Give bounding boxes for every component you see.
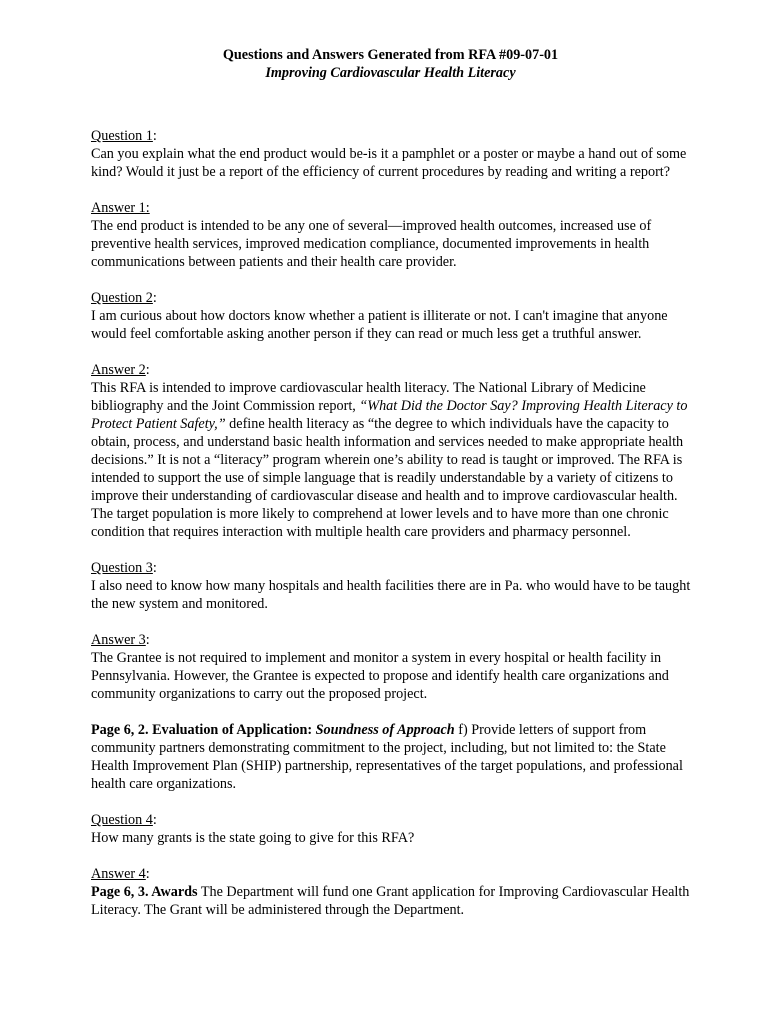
answer-4-colon: :: [145, 866, 150, 882]
document-subtitle: Improving Cardiovascular Health Literacy: [265, 65, 516, 81]
question-3-colon: :: [152, 560, 157, 576]
answer-1-text: The end product is intended to be any one of several—improved health outcomes, increased use of preventive health services, improved medication compliance, documented improvements in health communications between patients and their health care provider.: [91, 218, 652, 270]
question-3-text: I also need to know how many hospitals and health facilities there are in Pa. who would have to be taught the new system and monitored.: [91, 578, 691, 612]
evaluation-reference: [91, 721, 691, 793]
document-header: [90, 46, 691, 82]
answer-2-report-title: “What Did the Doctor Say? Improving Health Literacy to Protect Patient Safety,”: [91, 398, 688, 432]
document-title: Questions and Answers Generated from RFA #09-07-01: [222, 47, 559, 63]
question-2: [91, 289, 691, 343]
answer-2-label: Answer 2: [91, 362, 146, 378]
answer-1: [91, 199, 691, 271]
question-4-text: How many grants is the state going to give for this RFA?: [91, 830, 415, 846]
answer-2-text: [91, 379, 691, 541]
question-3-label: Question 3: [91, 560, 153, 576]
question-4: [91, 811, 691, 847]
question-1-text: Can you explain what the end product would be-is it a pamphlet or a poster or maybe a hand out of some kind? Would it just be a report of the efficiency of current procedures by reading and writing a report?: [91, 146, 687, 180]
question-4-label: Question 4: [91, 812, 153, 828]
evaluation-reference-heading: Page 6, 2. Evaluation of Application:: [91, 722, 313, 738]
answer-2-text-after: define health literacy as “the degree to which individuals have the capacity to obtain, process, and understand basic health information and services needed to make appropriate health decisions.” It is not a “literacy” program wherein one’s ability to read is taught or improved. The RFA is intended to support the use of simple language that is readily understandable by a variety of citizens to improve their understanding of cardiovascular disease and health and to improve cardiovascular health. The target population is more likely to comprehend at lower levels and to have more than one chronic condition that requires interaction with multiple health care providers and pharmacy personnel.: [91, 416, 684, 540]
answer-4-text: The Department will fund one Grant application for Improving Cardiovascular Health Literacy. The Grant will be administered through the Department.: [91, 884, 690, 918]
answer-1-label: Answer 1:: [91, 200, 150, 216]
question-3: [91, 559, 691, 613]
question-2-label: Question 2: [91, 290, 153, 306]
document-page: [91, 46, 691, 919]
answer-3-text: The Grantee is not required to implement and monitor a system in every hospital or health facility in Pennsylvania. However, the Grantee is expected to propose and identify health care organizations and community organizations to carry out the proposed project.: [91, 650, 669, 702]
evaluation-reference-text: f) Provide letters of support from community partners demonstrating commitment to the project, including, but not limited to: the State Health Improvement Plan (SHIP) partnership, representatives of the target populations, and professional health care organizations.: [91, 722, 683, 792]
question-1-label: Question 1: [91, 128, 153, 144]
answer-3-colon: :: [145, 632, 150, 648]
answer-3: [91, 631, 691, 703]
answer-4-heading: Page 6, 3. Awards: [91, 884, 198, 900]
question-1-colon: :: [152, 128, 157, 144]
answer-4-label: Answer 4: [91, 866, 146, 882]
question-4-colon: :: [152, 812, 157, 828]
answer-3-label: Answer 3: [91, 632, 146, 648]
answer-2-text-before: This RFA is intended to improve cardiovascular health literacy. The National Library of Medicine bibliography and the Joint Commission report,: [91, 380, 646, 414]
question-2-text: I am curious about how doctors know whether a patient is illiterate or not. I can't imagine that anyone would feel comfortable asking another person if they can read or much less get a truthful answer.: [91, 308, 668, 342]
question-2-colon: :: [152, 290, 157, 306]
answer-2: [91, 361, 691, 541]
evaluation-reference-criterion: Soundness of Approach: [315, 722, 455, 738]
answer-2-colon: :: [145, 362, 150, 378]
answer-4: [91, 865, 691, 919]
question-1: [91, 127, 691, 181]
